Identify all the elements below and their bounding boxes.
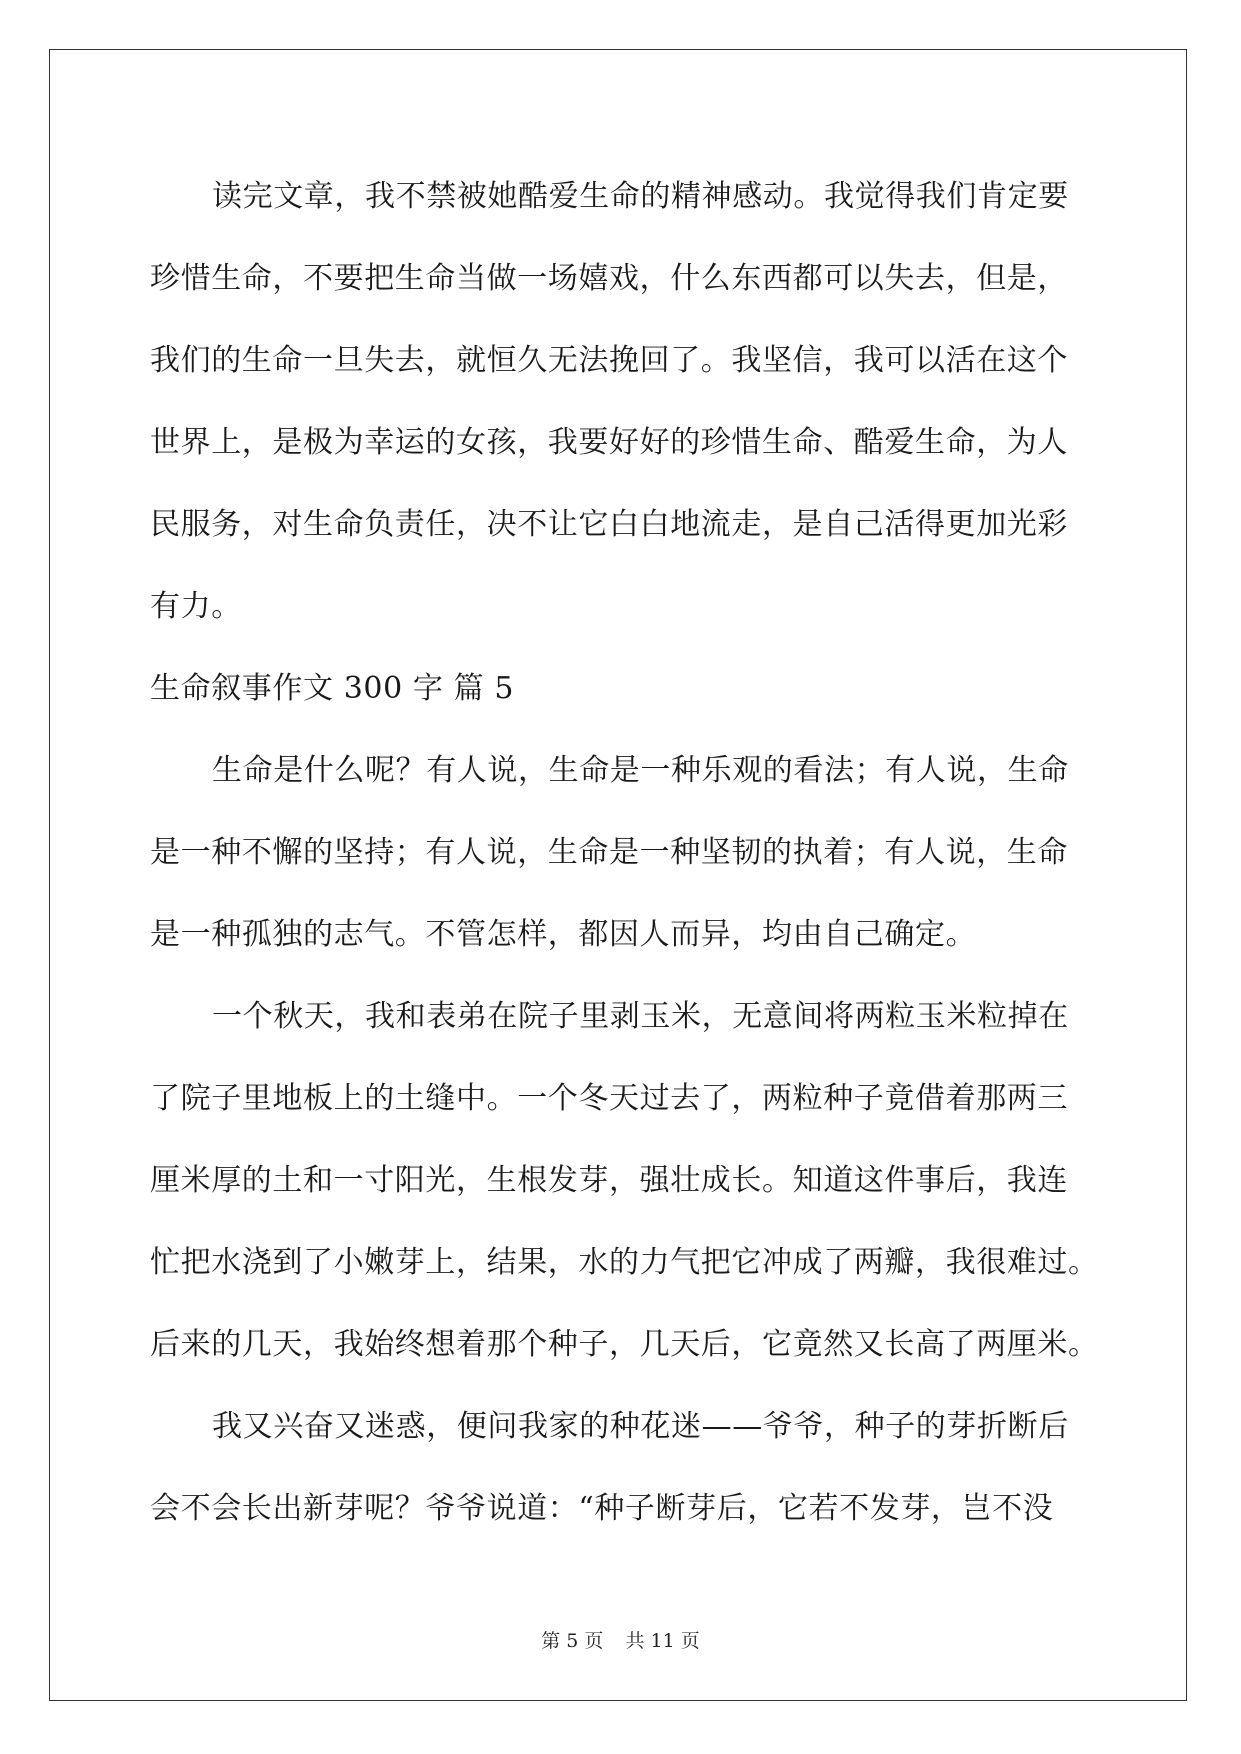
text-line: 一个秋天，我和表弟在院子里剥玉米，无意间将两粒玉米粒掉在: [212, 999, 1069, 1034]
page-number: 第 5 页: [541, 1630, 604, 1652]
text-line: 是一种不懈的坚持；有人说，生命是一种坚韧的执着；有人说，生命: [150, 835, 1068, 870]
text-line: 了院子里地板上的土缝中。一个冬天过去了，两粒种子竟借着那两三: [150, 1081, 1068, 1116]
text-line: 我们的生命一旦失去，就恒久无法挽回了。我坚信，我可以活在这个: [150, 343, 1068, 378]
text-line: 会不会长出新芽呢？爷爷说道：“种子断芽后，它若不发芽，岂不没: [150, 1491, 1054, 1526]
section-heading: 生命叙事作文 300 字 篇 5: [150, 671, 515, 706]
text-line: 读完文章，我不禁被她酷爱生命的精神感动。我觉得我们肯定要: [212, 179, 1069, 214]
document-body: [150, 156, 1099, 1550]
text-line: 后来的几天，我始终想着那个种子，几天后，它竟然又长高了两厘米。: [150, 1327, 1099, 1362]
text-line: 世界上，是极为幸运的女孩，我要好好的珍惜生命、酷爱生命，为人: [150, 425, 1068, 460]
text-line: 珍惜生命，不要把生命当做一场嬉戏，什么东西都可以失去，但是，: [150, 261, 1068, 296]
text-line: 我又兴奋又迷惑，便问我家的种花迷——爷爷，种子的芽折断后: [212, 1409, 1069, 1444]
text-line: 有力。: [150, 589, 242, 624]
text-line: 生命是什么呢？有人说，生命是一种乐观的看法；有人说，生命: [212, 753, 1069, 788]
text-line: 民服务，对生命负责任，决不让它白白地流走，是自己活得更加光彩: [150, 507, 1068, 542]
text-line: 是一种孤独的志气。不管怎样，都因人而异，均由自己确定。: [150, 917, 977, 952]
page-footer: [0, 1629, 1241, 1653]
text-line: 忙把水浇到了小嫩芽上，结果，水的力气把它冲成了两瓣，我很难过。: [150, 1245, 1099, 1280]
text-line: 厘米厚的土和一寸阳光，生根发芽，强壮成长。知道这件事后，我连: [150, 1163, 1068, 1198]
page-total: 共 11 页: [625, 1630, 700, 1652]
